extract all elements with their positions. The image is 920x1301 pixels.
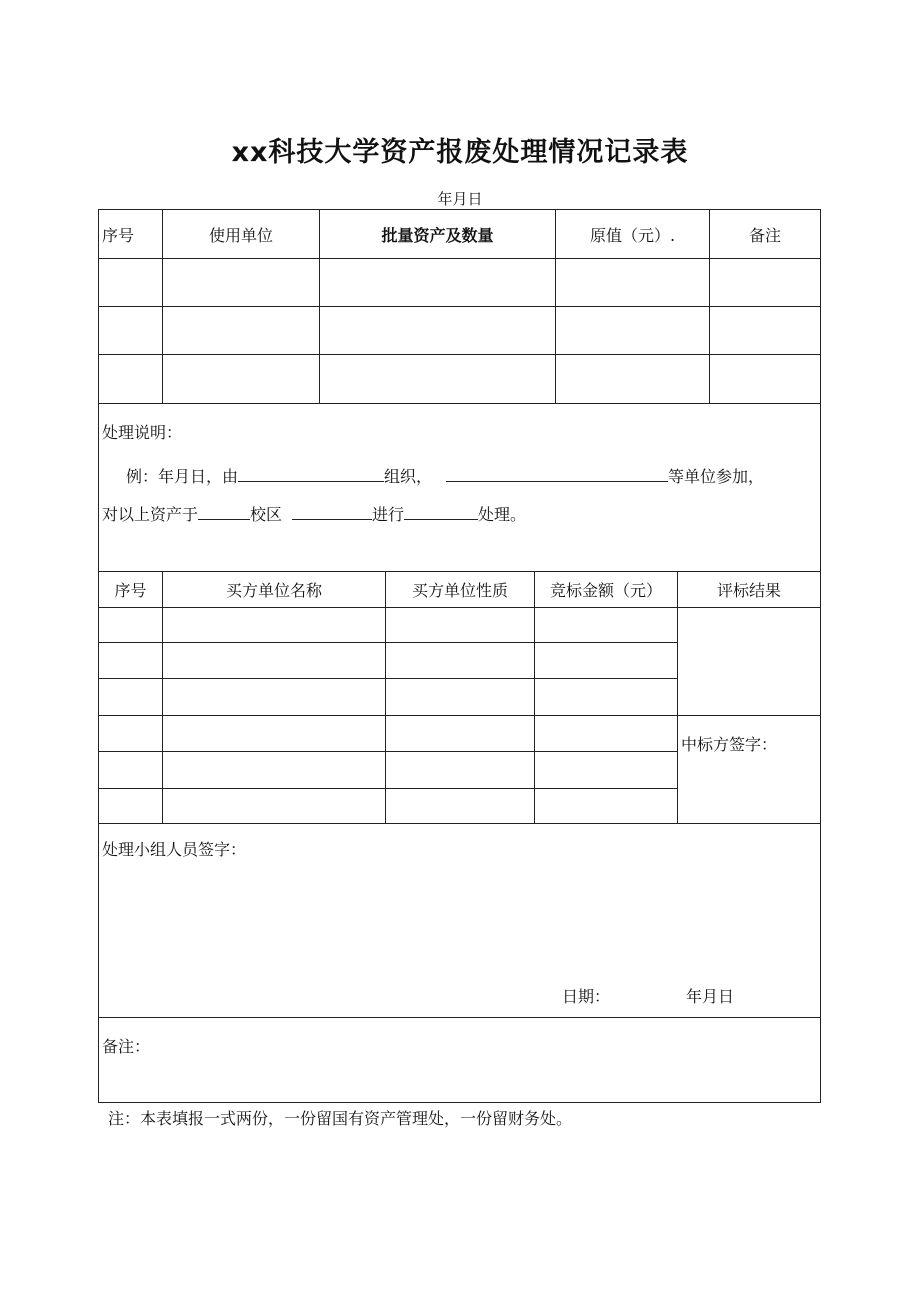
table2-header-buyer: 买方单位名称 [225, 581, 322, 600]
disposal-line2-proceed: 进行 [372, 505, 405, 524]
table2-row[interactable] [99, 716, 677, 751]
campus-blank[interactable] [292, 504, 372, 520]
table1-rule [98, 403, 821, 404]
table2-header-nature: 买方单位性质 [411, 581, 508, 600]
organizer-blank[interactable] [238, 466, 384, 482]
disposal-line2-end: 处理。 [478, 505, 527, 524]
table1-header-value: 原值（元）. [589, 225, 676, 245]
table1-header-remarks: 备注 [748, 225, 781, 245]
disposal-line2-start: 对以上资产于 [102, 505, 199, 524]
table1-header-index: 序号 [102, 225, 135, 245]
table1-row[interactable] [99, 355, 820, 403]
section-rule [98, 1017, 821, 1018]
table1-header-unit: 使用单位 [208, 225, 273, 245]
table2-row[interactable] [99, 752, 677, 788]
disposal-label: 处理说明： [102, 423, 183, 442]
disposal-line1-mid: 组织， [384, 467, 433, 486]
table2-header-bid: 竞标金额（元） [549, 581, 662, 600]
disposal-line1-end: 等单位参加， [668, 467, 765, 486]
team-sign-label: 处理小组人员签字： [102, 840, 247, 859]
result-cell[interactable] [678, 608, 820, 715]
table2-row[interactable] [99, 643, 677, 678]
frame-right [820, 209, 821, 1103]
table2-header-index: 序号 [114, 581, 147, 600]
table2-row[interactable] [99, 679, 677, 715]
team-date-label: 日期： [562, 987, 611, 1006]
disposal-line2-campus: 校区 [250, 505, 283, 524]
table1-row[interactable] [99, 259, 820, 306]
table2-rule [98, 823, 821, 824]
table2-header-result: 评标结果 [716, 581, 781, 600]
date-line: 年月日 [437, 190, 483, 208]
participants-blank[interactable] [446, 466, 668, 482]
table1-header-assets: 批量资产及数量 [381, 225, 494, 245]
table2-row[interactable] [99, 608, 677, 642]
disposal-line1-start: 例：年月日，由 [126, 467, 239, 486]
remarks-label: 备注： [102, 1037, 151, 1056]
disposal-line1 [126, 464, 764, 487]
method-blank[interactable] [404, 504, 478, 520]
disposal-line2 [102, 502, 526, 525]
date-blank[interactable] [198, 504, 250, 520]
frame-bottom [98, 1102, 821, 1103]
team-date-value: 年月日 [686, 987, 735, 1006]
table2-row[interactable] [99, 789, 677, 823]
footnote: 注：本表填报一式两份，一份留国有资产管理处，一份留财务处。 [108, 1109, 573, 1128]
table1-row[interactable] [99, 307, 820, 354]
page-title: xx科技大学资产报废处理情况记录表 [231, 137, 689, 168]
winner-sign-label: 中标方签字： [681, 735, 778, 754]
